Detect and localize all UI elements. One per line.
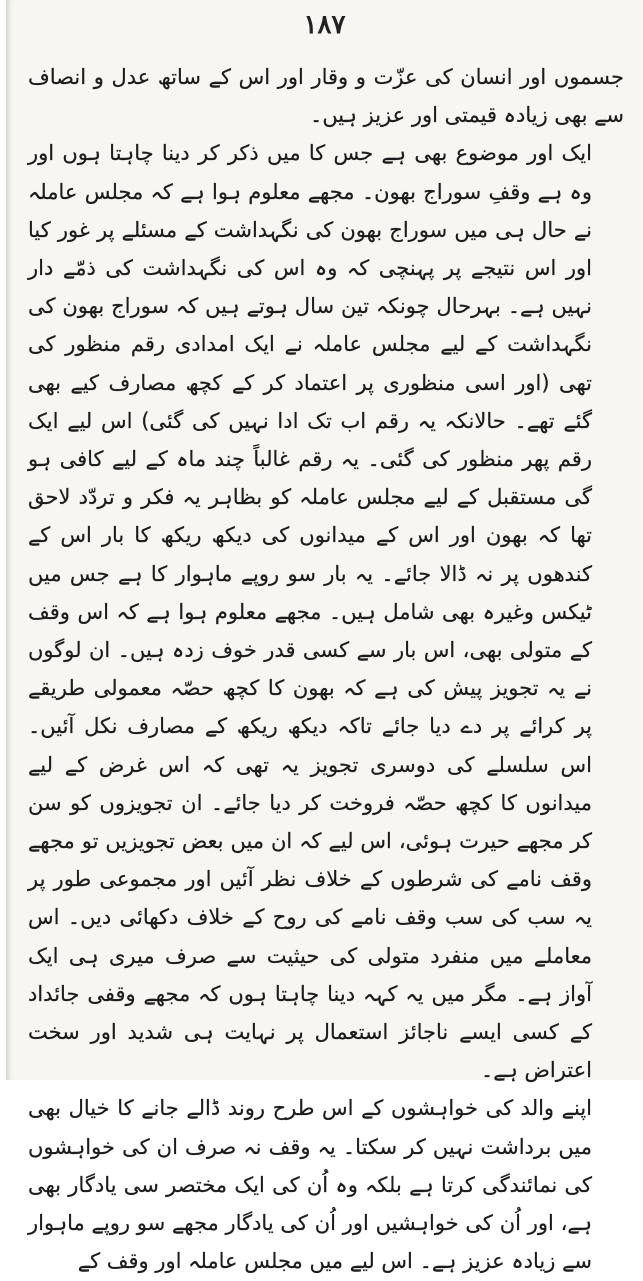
paragraph-3: اپنے والد کی خواہشوں کے اس طرح روند ڈالے جانے کا خیال بھی میں برداشت نہیں کر سکتا۔ یہ وقف نہ صرف ان کی خواہشوں کی نمائندگی کرتا ہے بلکہ وہ اُن کی ایک مختصر سی یادگار بھی ہے، اور اُن کی خواہشیں اور اُن کی یادگار مجھے سو روپے ماہوار سے زیادہ عزیز ہے۔ اس لیے میں مجلس عاملہ اور وقف کے <box>28 1096 592 1274</box>
page-number: ۱۸۷ <box>303 10 346 40</box>
body-text <box>28 58 624 1281</box>
book-page <box>6 0 643 1274</box>
paragraph-2: ایک اور موضوع بھی ہے جس کا میں ذکر کر دینا چاہتا ہوں اور وہ ہے وقفِ سوراج بھون۔ مجھے معلوم ہوا ہے کہ مجلس عاملہ نے حال ہی میں سوراج بھون کی نگہداشت کے مسئلے پر غور کیا اور اس نتیجے پر پہنچی کہ وہ اس کی نگہداشت کی ذمّے دار نہیں ہے۔ بہرحال چونکہ تین سال ہوتے ہیں کہ سوراج بھون کی نگہداشت کے لیے مجلس عاملہ نے ایک امدادی رقم منظور کی تھی (اور اسی منظوری پر اعتماد کر کے کچھ مصارف کیے بھی گئے تھے۔ حالانکہ یہ رقم اب تک ادا نہیں کی گئی) اس لیے ایک رقم پھر منظور کی گئی۔ یہ رقم غالباً چند ماہ کے لیے کافی ہو گی مستقبل کے لیے مجلس عاملہ کو بظاہر یہ فکر و تردّد لاحق تھا کہ بھون اور اس کے میدانوں کی دیکھ ریکھ کا بار اس کے کندھوں پر نہ ڈالا جائے۔ یہ بار سو روپے ماہوار کا ہے جس میں ٹیکس وغیرہ بھی شامل ہیں۔ مجھے معلوم ہوا ہے کہ اس وقف کے متولی بھی، اس بار سے کسی قدر خوف زدہ ہیں۔ ان لوگوں نے یہ تجویز پیش کی ہے کہ بھون کا کچھ حصّہ معمولی طریقے پر کرائے پر دے دیا جائے تاکہ دیکھ ریکھ کے مصارف نکل آئیں۔ اس سلسلے کی دوسری تجویز یہ تھی کہ اس غرض کے لیے میدانوں کا کچھ حصّہ فروخت کر دیا جائے۔ ان تجویزوں کو سن کر مجھے حیرت ہوئی، اس لیے کہ ان میں بعض تجویزیں تو مجھے وقف نامے کی شرطوں کے خلاف نظر آئیں اور مجموعی طور پر یہ سب کی سب وقف نامے کی روح کے خلاف دکھائی دیں۔ اس معاملے میں منفرد متولی کی حیثیت سے صرف میری ہی ایک آواز ہے۔ مگر میں یہ کہہ دینا چاہتا ہوں کہ مجھے وقفی جائداد کے کسی ایسے ناجائز استعمال پر نہایت ہی شدید اور سخت اعتراض ہے۔ <box>28 141 592 1083</box>
paragraph-1: جسموں اور انسان کی عزّت و وقار اور اس کے ساتھ عدل و انصاف سے بھی زیادہ قیمتی اور عزیز ہیں۔ <box>28 65 624 128</box>
